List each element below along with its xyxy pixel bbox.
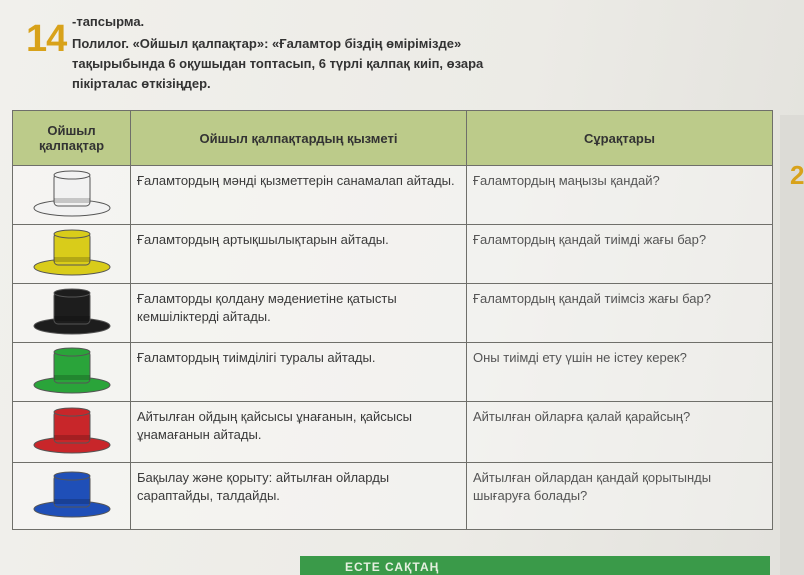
hats-table-container bbox=[12, 110, 772, 575]
table-row bbox=[13, 284, 773, 343]
hat-cell bbox=[13, 225, 131, 284]
hats-table bbox=[12, 110, 773, 530]
question-cell: Айтылған ойларға қалай қарайсың? bbox=[467, 402, 773, 463]
question-cell: Ғаламтордың қандай тиімсіз жағы бар? bbox=[467, 284, 773, 343]
edge-mark: 2 bbox=[790, 160, 804, 190]
table-header-row bbox=[13, 111, 773, 166]
header-hats: Ойшыл қалпақтар bbox=[13, 111, 131, 166]
table-row bbox=[13, 463, 773, 530]
hat-cell bbox=[13, 166, 131, 225]
function-cell: Ғаламтордың артықшылықтарын айтады. bbox=[131, 225, 467, 284]
hat-cell bbox=[13, 284, 131, 343]
white-hat-icon bbox=[30, 168, 114, 218]
table-row bbox=[13, 166, 773, 225]
task-instructions: Полилог. «Ойшыл қалпақтар»: «Ғаламтор біздің өмірімізде» тақырыбында 6 оқушыдан топтасып, 6 түрлі қалпақ киіп, өзара пікірталас өткізіңдер. bbox=[72, 36, 484, 91]
table-row bbox=[13, 402, 773, 463]
yellow-hat-icon bbox=[30, 227, 114, 277]
green-hat-icon bbox=[30, 345, 114, 395]
question-cell: Ғаламтордың қандай тиімді жағы бар? bbox=[467, 225, 773, 284]
function-cell: Ғаламтордың тиімділігі туралы айтады. bbox=[131, 343, 467, 402]
hat-cell bbox=[13, 463, 131, 530]
function-cell: Ғаламтордың мәнді қызметтерін санамалап айтады. bbox=[131, 166, 467, 225]
question-cell: Айтылған ойлардан қандай қорытынды шығаруға болады? bbox=[467, 463, 773, 530]
question-cell: Оны тиімді ету үшін не істеу керек? bbox=[467, 343, 773, 402]
red-hat-icon bbox=[30, 405, 114, 455]
hat-cell bbox=[13, 402, 131, 463]
header-function: Ойшыл қалпақтардың қызметі bbox=[131, 111, 467, 166]
function-cell: Ғаламторды қолдану мәдениетіне қатысты кемшіліктерді айтады. bbox=[131, 284, 467, 343]
function-cell: Бақылау және қорыту: айтылған ойларды сараптайды, талдайды. bbox=[131, 463, 467, 530]
header-questions: Сұрақтары bbox=[467, 111, 773, 166]
table-row bbox=[13, 343, 773, 402]
task-number: 14 bbox=[26, 18, 67, 60]
black-hat-icon bbox=[30, 286, 114, 336]
function-cell: Айтылған ойдың қайсысы ұнағанын, қайсысы ұнамағанын айтады. bbox=[131, 402, 467, 463]
task-label: -тапсырма. bbox=[72, 14, 145, 29]
table-row bbox=[13, 225, 773, 284]
question-cell: Ғаламтордың маңызы қандай? bbox=[467, 166, 773, 225]
footer-text: ЕСТЕ САҚТАҢ bbox=[345, 560, 440, 574]
hat-cell bbox=[13, 343, 131, 402]
blue-hat-icon bbox=[30, 469, 114, 519]
